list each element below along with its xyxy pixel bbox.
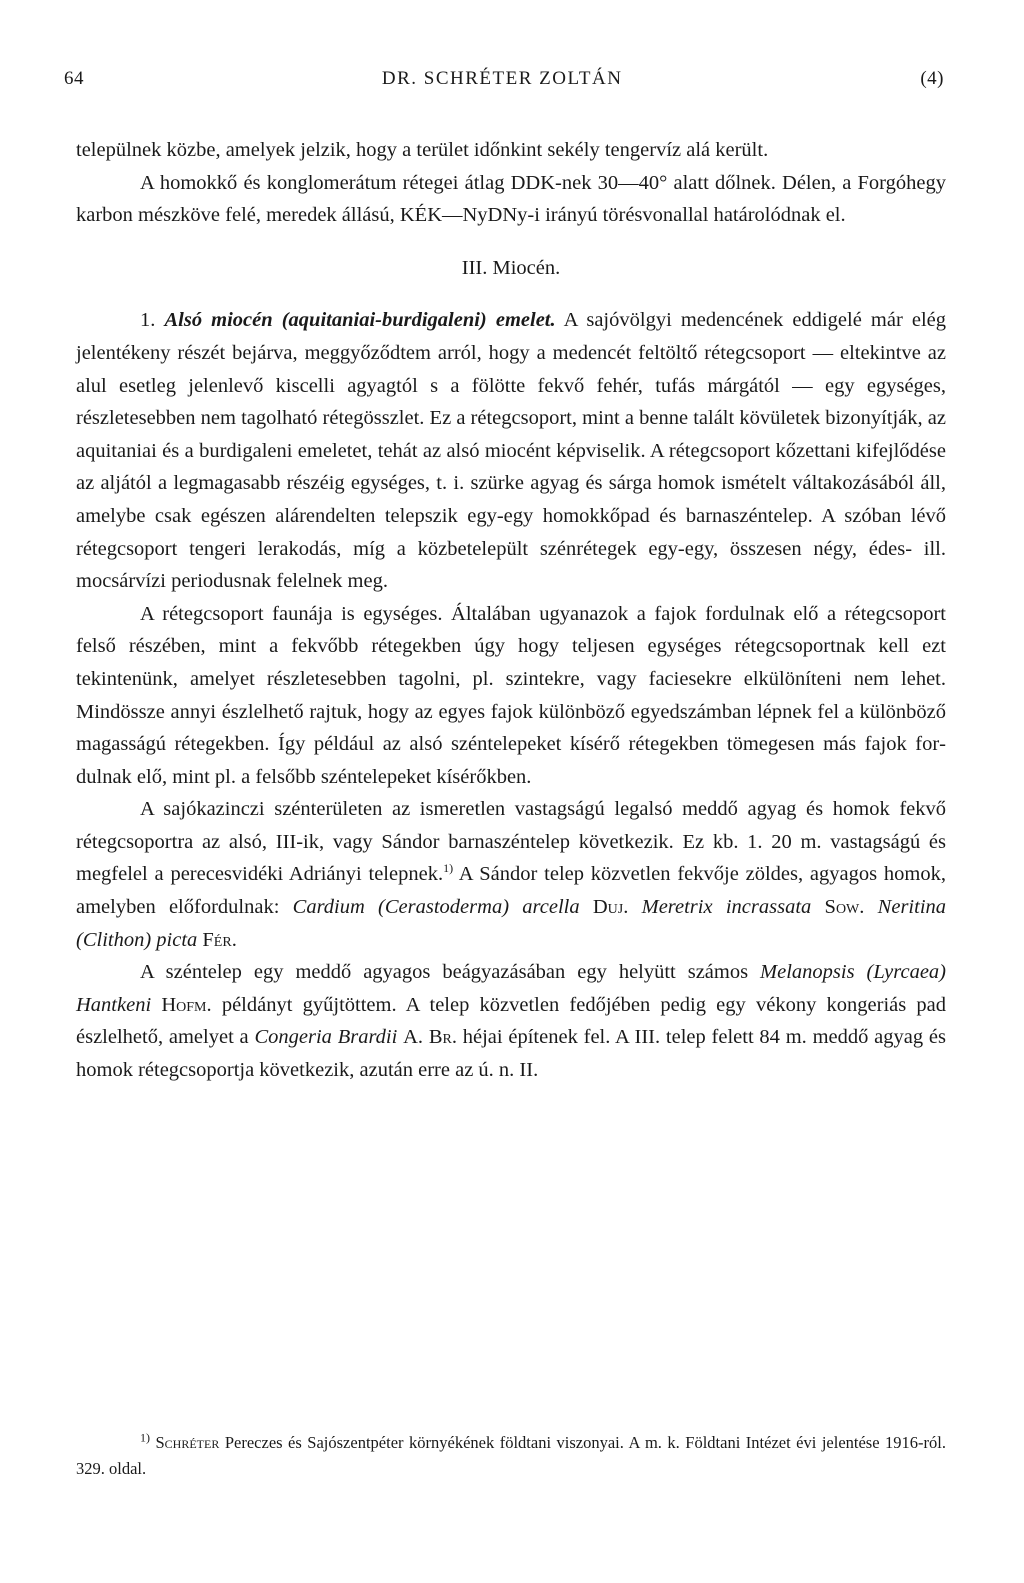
subsection-number: 1. <box>140 309 156 332</box>
paragraph-text: A Sándor telep közvetlen fekvője zöldes, agyagos homok, amelyben előfordulnak: <box>76 863 946 919</box>
species-author: Fér. <box>202 928 237 951</box>
footnote-text: Pereczes és Sajószentpéter környékének földtani viszonyai. A m. k. Földtani Intézet évi jelentése 1916-ról. 329. oldal. <box>76 1433 946 1478</box>
running-title: DR. SCHRÉTER ZOLTÁN <box>381 68 623 89</box>
running-head <box>64 68 944 96</box>
paragraph: A rétegcsoport faunája is egységes. Általában ugyanazok a fajok fordulnak elő a rétegcsoport felső részében, mint a fekvőbb rétegekben úgy hogy teljesen egységes rétegcsoportnak kell ezt tekintenünk, amelyet részletesebben tagolni, pl. szintekre, vagy faciesekre elkülöníteni nem lehet. Mindössze annyi észlelhető rajtuk, hogy az egyes fajok különböző egyedszámban lépnek fel a különböző magasságú rétegekben. Így például az alsó széntelepeket kísérő rétegekben tömegesen más fajok fordulnak elő, mint pl. a felsőbb széntelepeket kísérőkben. <box>76 602 946 788</box>
species-name: Meretrix incrassata <box>641 896 812 919</box>
section-heading: III. Miocén. <box>461 256 561 279</box>
body-text <box>76 134 946 1087</box>
species-name: Cardium (Cerastoderma) arcella <box>292 896 580 919</box>
species-author: Hofm. <box>161 993 212 1016</box>
paragraph-text: példányt gyűjtöttem. A telep közvetlen fedőjében pedig egy vékony kongeriás pad észlelhető, amelyet a <box>76 993 947 1049</box>
subsection-heading: Alsó miocén (aquitaniai-burdigaleni) emelet. <box>164 309 556 332</box>
section-number: (4) <box>920 68 944 89</box>
paragraph <box>76 956 946 1086</box>
paragraph-text: héjai építenek fel. A III. telep felett 84 m. meddő agyag és homok rétegcsoportja következik, azután erre az ú. n. II. <box>76 1026 946 1082</box>
paragraph <box>76 304 946 597</box>
paragraph: települnek közbe, amelyek jelzik, hogy a terület időnkint sekély tengervíz alá került. <box>76 139 769 161</box>
paragraph-text: A széntelep egy meddő agyagos beágyazásában egy helyütt számos <box>140 961 761 984</box>
species-name: Melanopsis (Lyrcaea) Hantkeni <box>76 961 946 1016</box>
paragraph-text: A sajókazinczi szénterületen az ismeretlen vastagságú legalsó meddő agyag és homok fekvő rétegcsoportra az alsó, III-ik, vagy Sándor barnaszéntelep következik. Ez kb. 1. 20 m. vastagságú és megfelel a perecesvidéki Adriányi telepnek. <box>76 798 946 886</box>
footnote-marker: 1) <box>140 1430 150 1445</box>
paragraph: A homokkő és konglomerátum rétegei átlag DDK-nek 30—40° alatt dőlnek. Délen, a Forgóhegy karbon mészköve felé, meredek állású, KÉK—NyDNy-i irányú törésvonallal határolódnak el. <box>76 171 946 227</box>
footnote <box>76 1430 946 1482</box>
paragraph <box>76 793 946 956</box>
species-author: Sow. <box>824 896 865 919</box>
footnote-author: Schréter <box>155 1433 220 1452</box>
species-author: A. Br. <box>403 1026 457 1049</box>
paragraph-text: A sajóvölgyi medencének eddigelé már elég jelentékeny részét bejárva, meggyőződtem arról, hogy a medencét feltöltő rétegcsoport — eltekintve az alul esetleg jelenlevő kiscelli agyagtól s a fölötte fekvő fehér, tufás márgától — egy egységes, részletesebben nem tagolható rétegösszlet. Ez a rétegcsoport, mint a benne talált kövületek bizonyítják, az aquitaniai és a burdigaleni emeletet, tehát az alsó miocént képviselik. A rétegcsoport kőzettani kifejlődése az aljától a legmagasabb részéig egységes, t. i. szürke agyag és sárga homok ismételt váltakozásából áll, amelybe csak egészen alárendelten telepszik egy-egy homokkőpad és barnaszéntelep. A szóban lévő rétegcsoport tengeri lerakodás, míg a közbetelepült szénrétegek egy-egy, összesen négy, édes- ill. mocsárvízi periodusnak felelnek meg. <box>76 309 947 593</box>
species-name: Neritina (Clithon) picta <box>76 896 947 951</box>
footnote-reference: 1) <box>443 861 454 876</box>
page-number: 64 <box>64 68 84 89</box>
species-author: Duj. <box>592 896 629 919</box>
species-name: Congeria Brardii <box>254 1026 398 1049</box>
